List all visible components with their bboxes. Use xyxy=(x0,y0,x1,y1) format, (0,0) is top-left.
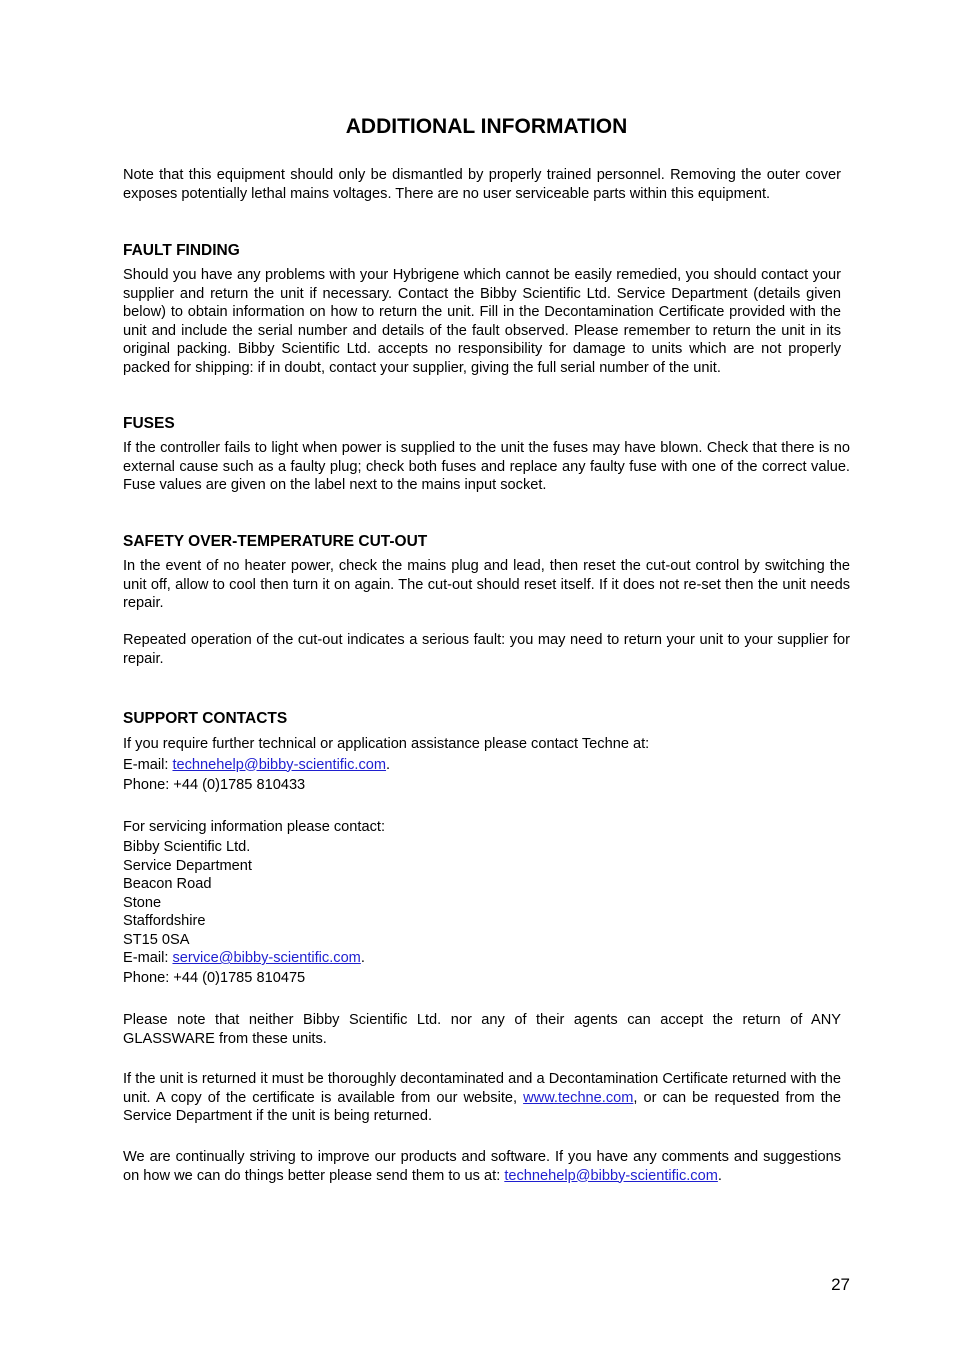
website-link[interactable]: www.techne.com xyxy=(523,1089,634,1106)
address-line: Stone xyxy=(123,894,162,911)
support-intro: If you require further technical or application assistance please contact Techne at: xyxy=(123,736,650,752)
safety-heading: SAFETY OVER-TEMPERATURE CUT-OUT xyxy=(123,533,428,550)
fault-finding-paragraph: Should you have any problems with your Hybrigene which cannot be easily remedied, you should contact your supplier and return the unit if necessary. Contact the Bibby Scientific Ltd. Service Department (details given below) to obtain information on how to return the unit. Fill in the Decontamination Certificate provided with the unit and include the serial number and details of the fault observed. Please remember to return the unit in its original packing. Bibby Scientific Ltd. accepts no responsibility for damage to units which are not properly packed for shipping: if in doubt, contact your supplier, giving the full serial number of the unit. xyxy=(123,267,841,376)
glassware-note: Please note that neither Bibby Scientific Ltd. nor any of their agents can accept the return of ANY GLASSWARE from these units. xyxy=(123,1012,841,1047)
support-heading: SUPPORT CONTACTS xyxy=(123,710,288,727)
decontamination-text: If the unit is returned it must be thoroughly decontaminated and a Decontamination Certificate returned with the unit. A copy of the certificate is available from our website, xyxy=(123,1071,841,1106)
page-number: 27 xyxy=(831,1275,850,1294)
fuses-heading: FUSES xyxy=(123,415,175,432)
service-phone: Phone: +44 (0)1785 810475 xyxy=(123,969,306,986)
servicing-intro: For servicing information please contact: xyxy=(123,819,385,835)
address-line: Bibby Scientific Ltd. xyxy=(123,839,251,855)
address-line: Beacon Road xyxy=(123,876,212,892)
service-email-suffix: . xyxy=(360,950,365,966)
service-email-line xyxy=(123,949,385,968)
feedback-paragraph xyxy=(123,1148,841,1185)
fault-finding-heading: FAULT FINDING xyxy=(123,242,240,259)
fuses-paragraph: If the controller fails to light when power is supplied to the unit the fuses may have blown. Check that there is no external cause such as a faulty plug; check both fuses and replace any faulty fuse with one of the correct value. Fuse values are given on the label next to the mains input socket. xyxy=(123,440,850,493)
address-line: Staffordshire xyxy=(123,913,206,929)
support-contacts-block xyxy=(123,734,649,796)
service-email-label: E-mail: xyxy=(123,950,173,966)
intro-paragraph: Note that this equipment should only be dismantled by properly trained personnel. Removing the outer cover exposes potentially lethal mains voltages. There are no user serviceable parts within this equipment. xyxy=(123,167,841,202)
service-email-link[interactable]: service@bibby-scientific.com xyxy=(172,950,361,966)
support-email-link[interactable]: technehelp@bibby-scientific.com xyxy=(172,756,387,773)
feedback-email-link[interactable]: technehelp@bibby-scientific.com xyxy=(504,1167,718,1184)
safety-paragraph-2: Repeated operation of the cut-out indicates a serious fault: you may need to return your unit to your supplier for repair. xyxy=(123,632,850,667)
address-line: Service Department xyxy=(123,857,252,874)
page-title: ADDITIONAL INFORMATION xyxy=(345,115,628,138)
support-email-line xyxy=(123,755,649,776)
feedback-text: We are continually striving to improve our products and software. If you have any comments and suggestions on how we can do things better please send them to us at: xyxy=(123,1149,841,1184)
servicing-block xyxy=(123,817,385,988)
support-email-label: E-mail: xyxy=(123,756,173,773)
feedback-text-end: . xyxy=(717,1167,722,1184)
address-line: ST15 0SA xyxy=(123,931,190,948)
decontamination-text-end: , or can be requested from the Service Department if the unit is being returned. xyxy=(123,1089,841,1124)
safety-paragraph-1: In the event of no heater power, check the mains plug and lead, then reset the cut-out control by switching the unit off, allow to cool then turn it on again. The cut-out should reset itself. If it does not re-set then the unit needs repair. xyxy=(123,558,850,611)
decontamination-paragraph xyxy=(123,1070,841,1126)
support-email-suffix: . xyxy=(386,756,391,773)
support-phone: Phone: +44 (0)1785 810433 xyxy=(123,777,306,793)
